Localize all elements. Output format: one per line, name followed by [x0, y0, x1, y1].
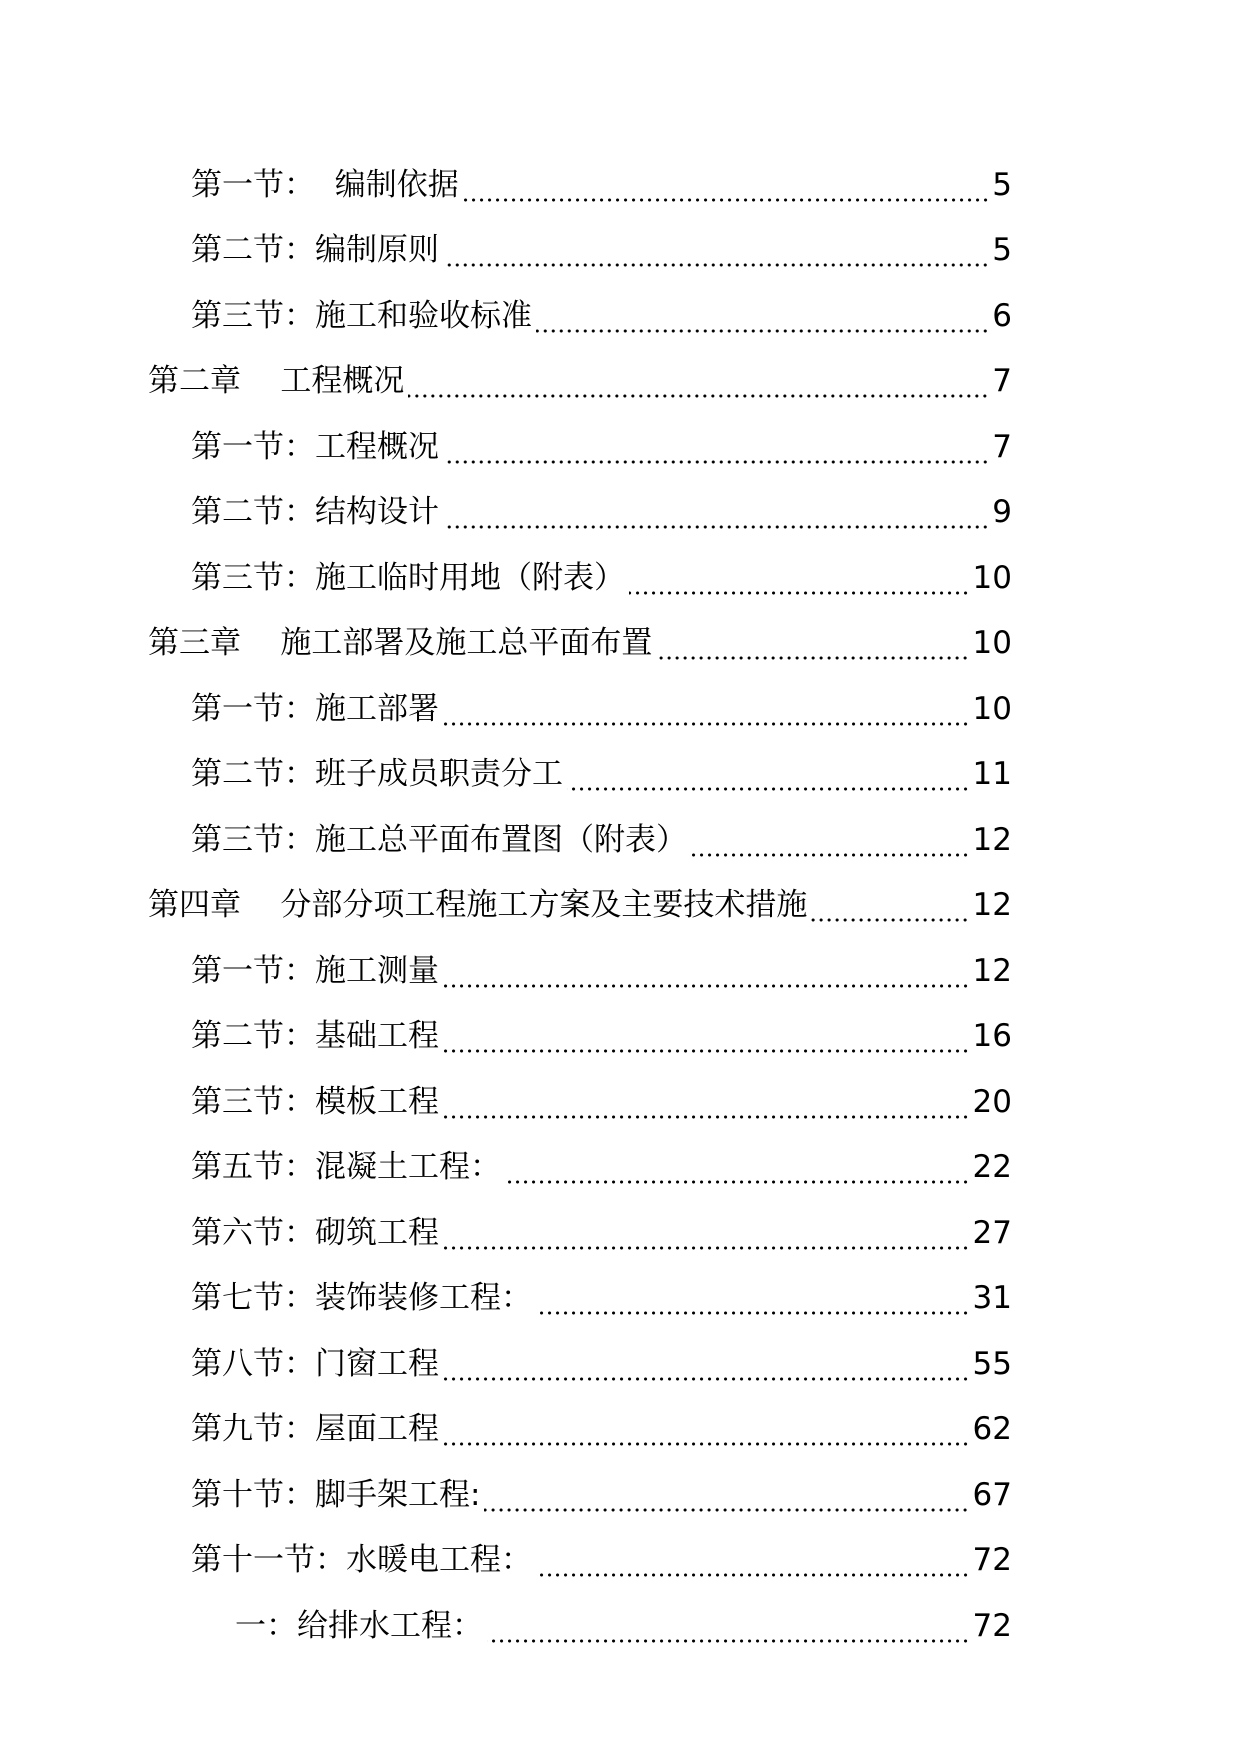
toc-dot-leader	[536, 1573, 970, 1577]
toc-entry-page-number: 11	[972, 756, 1012, 793]
toc-dot-leader	[811, 918, 969, 922]
toc-dot-leader	[408, 394, 989, 398]
toc-entry-page-number: 27	[972, 1214, 1012, 1251]
toc-entry-page-number: 6	[992, 297, 1012, 334]
toc-entry-page-number: 22	[972, 1149, 1012, 1186]
toc-dot-leader	[536, 329, 989, 333]
toc-entry-page-number: 62	[972, 1411, 1012, 1448]
toc-entry-title: 第二节：基础工程	[191, 1018, 439, 1055]
toc-dot-leader	[443, 984, 970, 988]
toc-entry[interactable]	[0, 742, 1241, 808]
toc-entry-title: 一：给排水工程：	[235, 1607, 483, 1644]
toc-dot-leader	[443, 1049, 970, 1053]
toc-entry[interactable]	[0, 152, 1241, 218]
toc-entry[interactable]	[0, 676, 1241, 742]
toc-entry-page-number: 12	[972, 887, 1012, 924]
toc-entry-title: 第一节：施工测量	[191, 952, 439, 989]
toc-entry-page-number: 67	[972, 1476, 1012, 1513]
toc-entry-page-number: 7	[992, 363, 1012, 400]
toc-entry[interactable]	[0, 218, 1241, 284]
toc-entry[interactable]	[0, 1135, 1241, 1201]
toc-entry-page-number: 10	[972, 690, 1012, 727]
toc-entry[interactable]	[0, 1528, 1241, 1594]
toc-entry-title: 第三章 施工部署及施工总平面布置	[148, 625, 653, 662]
toc-entry-title: 第八节：门窗工程	[191, 1345, 439, 1382]
toc-entry[interactable]	[0, 938, 1241, 1004]
toc-entry-title: 第五节：混凝土工程：	[191, 1149, 501, 1186]
toc-dot-leader	[487, 1639, 970, 1643]
toc-dot-leader	[443, 1377, 970, 1381]
toc-entry-page-number: 5	[992, 232, 1012, 269]
toc-entry-page-number: 10	[972, 559, 1012, 596]
toc-dot-leader	[443, 1246, 970, 1250]
toc-entry-title: 第二章 工程概况	[148, 363, 405, 400]
toc-entry-title: 第三节：施工临时用地（附表）	[191, 559, 625, 596]
toc-entry[interactable]	[0, 1593, 1241, 1659]
toc-entry-title: 第一节： 编制依据	[191, 166, 459, 203]
toc-entry[interactable]	[0, 1004, 1241, 1070]
toc-entry-page-number: 16	[972, 1018, 1012, 1055]
toc-entry-page-number: 12	[972, 952, 1012, 989]
toc-entry-title: 第一节：工程概况	[191, 428, 439, 465]
toc-entry-page-number: 72	[972, 1607, 1012, 1644]
toc-dot-leader	[629, 591, 970, 595]
toc-entry-title: 第四章 分部分项工程施工方案及主要技术措施	[148, 887, 808, 924]
toc-entry[interactable]	[0, 1200, 1241, 1266]
toc-entry-page-number: 55	[972, 1345, 1012, 1382]
toc-entry[interactable]	[0, 1069, 1241, 1135]
toc-dot-leader	[443, 722, 970, 726]
toc-dot-leader	[505, 1180, 970, 1184]
toc-entry[interactable]	[0, 283, 1241, 349]
toc-entry[interactable]	[0, 1462, 1241, 1528]
toc-entry-title: 第十一节：水暖电工程：	[191, 1542, 532, 1579]
toc-entry-page-number: 9	[992, 494, 1012, 531]
toc-entry[interactable]	[0, 545, 1241, 611]
toc-dot-leader	[536, 1311, 970, 1315]
toc-dot-leader	[484, 1508, 969, 1512]
toc-entry-title: 第十节：脚手架工程:	[191, 1476, 481, 1513]
toc-entry-page-number: 12	[972, 821, 1012, 858]
toc-entry-title: 第三节：施工总平面布置图（附表）	[191, 821, 687, 858]
toc-entry-page-number: 7	[992, 428, 1012, 465]
toc-entry[interactable]	[0, 414, 1241, 480]
toc-entry-title: 第七节：装饰装修工程：	[191, 1280, 532, 1317]
toc-entry[interactable]	[0, 611, 1241, 677]
toc-entry-page-number: 5	[992, 166, 1012, 203]
toc-entry-page-number: 31	[972, 1280, 1012, 1317]
toc-entry[interactable]	[0, 349, 1241, 415]
toc-entry-title: 第三节：施工和验收标准	[191, 297, 532, 334]
toc-dot-leader	[443, 263, 989, 267]
toc-entry[interactable]	[0, 1397, 1241, 1463]
toc-dot-leader	[443, 525, 989, 529]
toc-entry-title: 第六节：砌筑工程	[191, 1214, 439, 1251]
toc-entry-title: 第一节：施工部署	[191, 690, 439, 727]
toc-entry-title: 第三节：模板工程	[191, 1083, 439, 1120]
toc-entry-title: 第九节：屋面工程	[191, 1411, 439, 1448]
toc-dot-leader	[443, 1115, 970, 1119]
toc-entry[interactable]	[0, 807, 1241, 873]
toc-dot-leader	[443, 1442, 970, 1446]
toc-entry-title: 第二节：编制原则	[191, 232, 439, 269]
toc-entry[interactable]	[0, 873, 1241, 939]
toc-entry-page-number: 72	[972, 1542, 1012, 1579]
toc-entry[interactable]	[0, 480, 1241, 546]
toc-entry-title: 第二节：结构设计	[191, 494, 439, 531]
toc-dot-leader	[656, 656, 969, 660]
toc-dot-leader	[567, 787, 970, 791]
toc-entry[interactable]	[0, 1266, 1241, 1332]
toc-dot-leader	[691, 853, 970, 857]
toc-entry-page-number: 20	[972, 1083, 1012, 1120]
toc-entry-title: 第二节：班子成员职责分工	[191, 756, 563, 793]
table-of-contents	[0, 152, 1241, 1659]
toc-entry[interactable]	[0, 1331, 1241, 1397]
toc-dot-leader	[443, 460, 989, 464]
toc-entry-page-number: 10	[972, 625, 1012, 662]
toc-dot-leader	[463, 198, 990, 202]
